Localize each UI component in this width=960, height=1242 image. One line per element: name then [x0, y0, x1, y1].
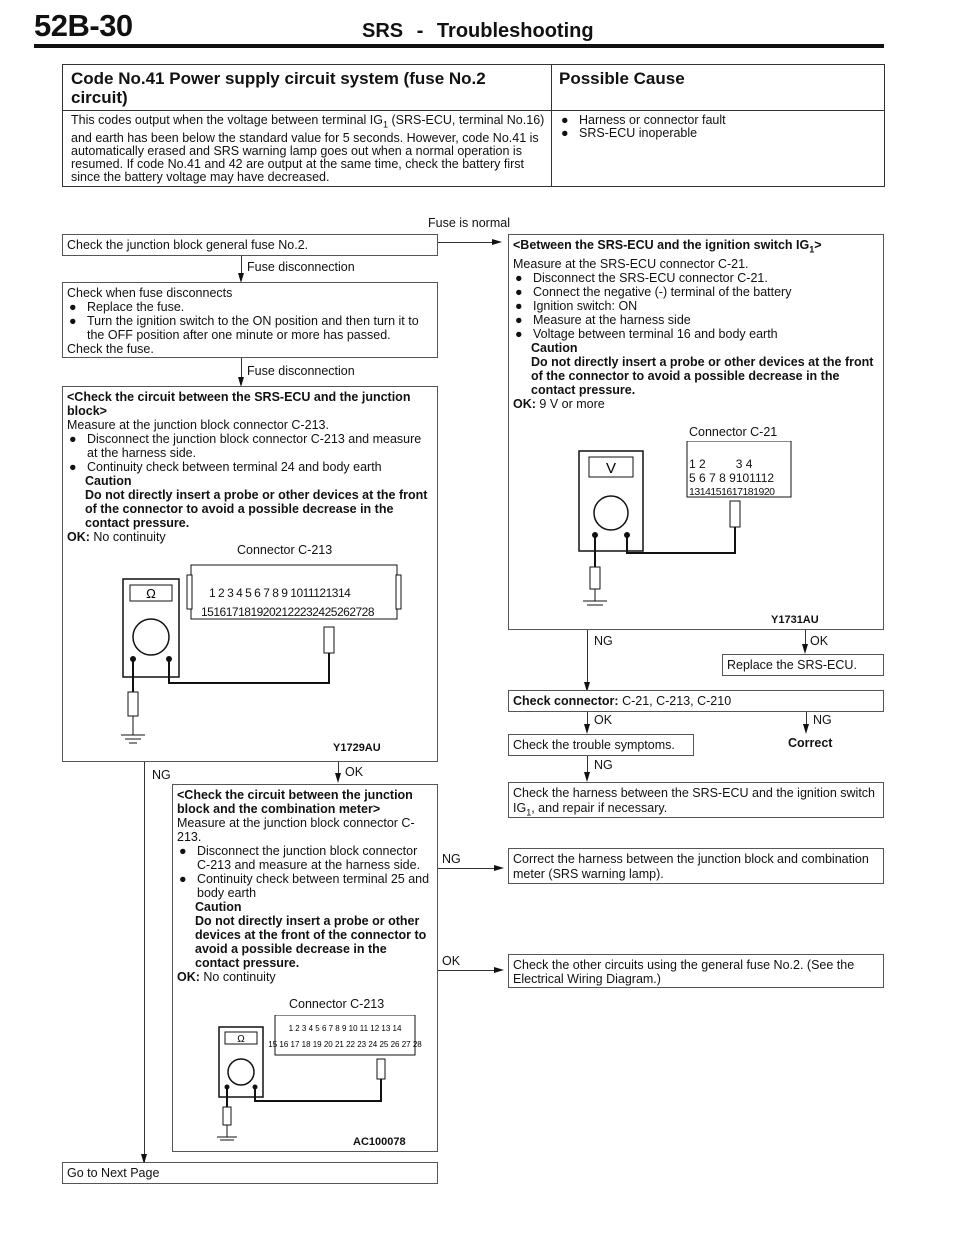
- arrow-down-icon: [803, 724, 809, 734]
- fuse-disconnects-box: Check when fuse disconnects ● Replace the fuse. ● Turn the ignition switch to the ON position and then turn it to the OFF position after one minute or more has passed. Check the fuse.: [62, 282, 438, 358]
- code-table-col1-header: Code No.41 Power supply circuit system (fuse No.2 circuit): [71, 69, 486, 107]
- connector-line: [437, 242, 497, 243]
- connector-label: Connector C-213: [289, 997, 385, 1011]
- arrow-down-icon: [584, 772, 590, 782]
- ng-label: NG: [152, 768, 171, 782]
- list-item: ● Connect the negative (-) terminal of the battery: [515, 284, 792, 299]
- causes-list: [559, 114, 726, 140]
- list-item: ● Turn the ignition switch to the ON position and then turn it to the OFF position after one minute or more has passed.: [69, 314, 419, 342]
- figure-id: Y1729AU: [333, 742, 381, 754]
- list-item: ● Continuity check between terminal 24 and body earth: [69, 460, 382, 474]
- arrow-down-icon: [802, 644, 808, 654]
- list-item: ● Replace the fuse.: [69, 300, 185, 314]
- correct-label: Correct: [788, 736, 833, 750]
- arrow-right-icon: [494, 967, 504, 973]
- connector-label: Connector C-213: [237, 543, 333, 557]
- ng-label: NG: [594, 758, 613, 772]
- srs-ignition-box: <Between the SRS-ECU and the ignition switch $IG_1>$ Measure at the SRS-ECU connector C-21. ● Disconnect the SRS-ECU connector C-21. ● Connect the negative (-) terminal of the battery ● Ignition switch: ON ● Measure at the harness side ● Voltage between terminal 16 and body earth Caution Do not directly insert a probe or other devices at the front of the connector to avoid a possible decrease in the contact pressure. OK: 9 V or more Connector C-21 V 1 2 3 4 5 6 7 8 9101112 1314151617181920 Y1731AU: [508, 234, 884, 630]
- connector-line: [438, 970, 498, 971]
- arrow-down-icon: [584, 724, 590, 734]
- header-rule: [34, 44, 884, 48]
- code-description: This codes output when the voltage between terminal $IG_1$ (SRS-ECU, terminal No.16) and earth has been below the standard value for 5 seconds. However, code No.41 is automatically erased and SRS warning lamp goes out when a normal operation is resumed. If code No.41 and 42 are output at the same time, check the battery first since the battery voltage may have decreased.: [71, 113, 545, 184]
- fuse-disconnection-label: Fuse disconnection: [247, 364, 355, 378]
- ok-label: OK: [594, 713, 613, 727]
- connector-line: [438, 868, 498, 869]
- other-circuits-box: Check the other circuits using the general fuse No.2. (See the Electrical Wiring Diagram.): [508, 954, 884, 988]
- correct-harness-box: Correct the harness between the junction block and combination meter (SRS warning lamp).: [508, 848, 884, 884]
- ok-label: OK: [442, 954, 461, 968]
- svg-text:V: V: [605, 460, 617, 477]
- page-number: 52B-30: [34, 8, 133, 43]
- connector-line: [587, 630, 588, 686]
- replace-ecu-box: Replace the SRS-ECU.: [722, 654, 884, 676]
- figure-id: Y1731AU: [771, 614, 819, 626]
- multimeter-diagram: [203, 1015, 433, 1145]
- combination-check-box: <Check the circuit between the junction block and the combination meter> Measure at the junction block connector C-213. ● Disconnect the junction block connector C-213 and measure at the harness side. ● Continuity check between terminal 25 and body earth Caution Do not directly insert a probe or other devices at the front of the connector to avoid a possible decrease in the contact pressure. OK: No continuity Connector C-213 Ω 1 2 3 4 5 6 7 8 9 10 11 12 13 14 15 16 17 18 19 20 21 22 23 24 25 26 27 28 AC100078: [172, 784, 438, 1152]
- trouble-symptoms-box: Check the trouble symptoms.: [508, 734, 694, 756]
- list-item: ● Disconnect the SRS-ECU connector C-21.: [515, 270, 768, 285]
- check-fuse-box: Check the junction block general fuse No.2.: [62, 234, 438, 256]
- svg-text:15 16 17 18 19 20 21 22 23 24: 15 16 17 18 19 20 21 22 23 24 25 26 27 28: [268, 1040, 422, 1049]
- code-table-col2-header: Possible Cause: [559, 69, 685, 88]
- connector-c213-pins: 1 2 3 4 5 6 7 8 9 1011121314 1516171819202122232425262728: [201, 586, 375, 619]
- arrow-right-icon: [492, 239, 502, 245]
- ng-label: NG: [594, 634, 613, 648]
- header-divider: [63, 110, 884, 111]
- col-divider: [551, 65, 552, 186]
- page-title: SRS - Troubleshooting: [362, 20, 594, 42]
- ng-label: NG: [442, 852, 461, 866]
- list-item: ● Disconnect the junction block connector C-213 and measure at the harness side.: [179, 844, 421, 872]
- junction-check-box: <Check the circuit between the SRS-ECU and the junction block> Measure at the junction block connector C-213. ● Disconnect the junction block connector C-213 and measure at the harness side. ● Continuity check between terminal 24 and body earth Caution Do not directly insert a probe or other devices at the front of the connector to avoid a possible decrease in the contact pressure. OK: No continuity Connector C-213 Ω 1 2 3 4 5 6 7 8 9 1011121314 1516171819202122232425262728 Y1729AU: [62, 386, 438, 762]
- cause-item: ● Harness or connector fault: [561, 113, 726, 127]
- connector-label: Connector C-21: [689, 425, 778, 439]
- list-item: ● Measure at the harness side: [515, 312, 691, 327]
- list-item: ● Continuity check between terminal 25 and body earth: [179, 872, 430, 900]
- fuse-disconnection-label: Fuse disconnection: [247, 260, 355, 274]
- fuse-normal-label: Fuse is normal: [428, 216, 510, 230]
- list-item: ● Ignition switch: ON: [515, 298, 638, 313]
- check-connector-box: Check connector: C-21, C-213, C-210: [508, 690, 884, 712]
- harness-srs-box: Check the harness between the SRS-ECU and the ignition switch $IG_1$, and repair if necessary.: [508, 782, 884, 818]
- list-item: ● Voltage between terminal 16 and body earth: [515, 326, 778, 341]
- list-item: ● Disconnect the junction block connector C-213 and measure at the harness side.: [69, 432, 422, 460]
- svg-text:Ω: Ω: [146, 586, 156, 601]
- svg-text:1 2 3 4 5 6 7 8 9 10 11 12 13: 1 2 3 4 5 6 7 8 9 10 11 12 13 14: [288, 1024, 402, 1033]
- ok-label: OK: [345, 765, 364, 779]
- arrow-down-icon: [335, 773, 341, 783]
- ok-label: OK: [810, 634, 829, 648]
- arrow-right-icon: [494, 865, 504, 871]
- figure-id: AC100078: [353, 1136, 406, 1148]
- connector-line: [144, 762, 145, 1162]
- connector-c21-pins: 1 2 3 4 5 6 7 8 9101112 1314151617181920: [689, 457, 775, 498]
- svg-text:Ω: Ω: [237, 1034, 245, 1045]
- ng-label: NG: [813, 713, 832, 727]
- go-next-page-box: Go to Next Page: [62, 1162, 438, 1184]
- code-table: [62, 64, 885, 187]
- cause-item: ● SRS-ECU inoperable: [561, 126, 698, 140]
